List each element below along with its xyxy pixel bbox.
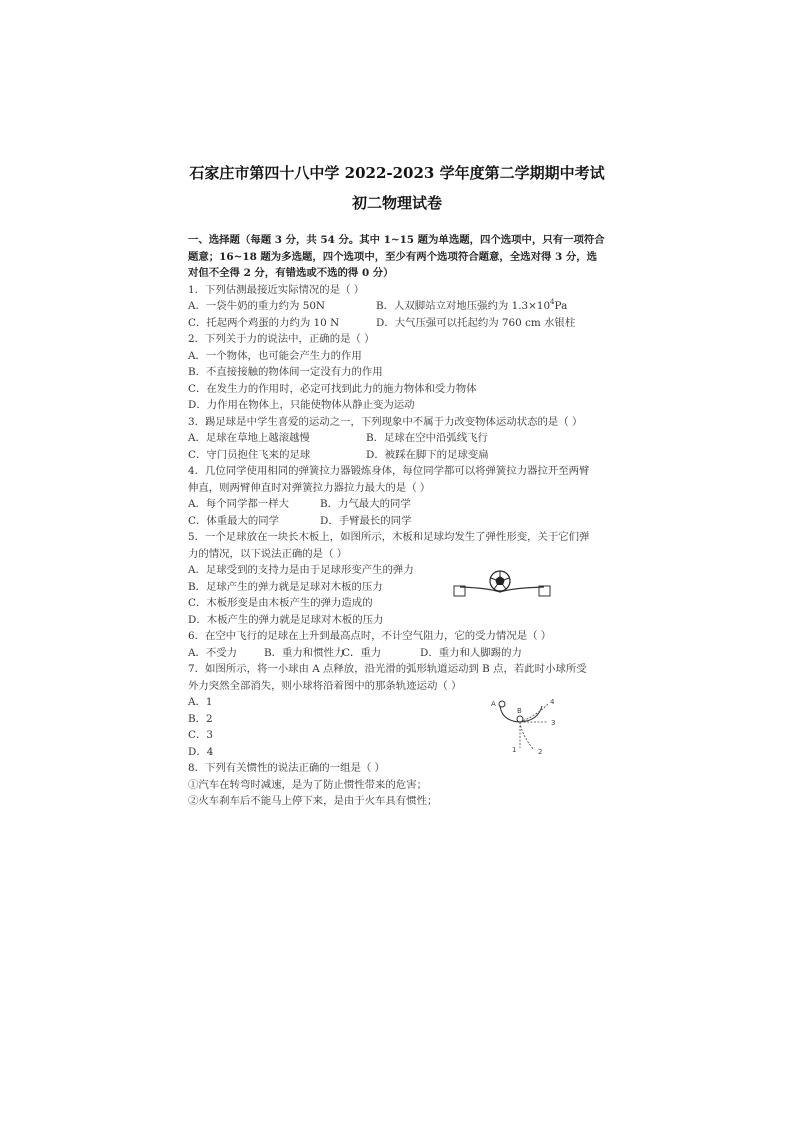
q4-option-b: B．力气最大的同学 [320,498,411,510]
q4-options-row-1 [188,496,618,513]
q3-option-c: C．守门员抱住飞来的足球 [188,448,311,461]
trajectory-2-label: 2 [538,748,543,756]
q6-option-b: B．重力和惯性力 [264,646,345,659]
q1-option-b-unit: Pa [554,300,568,312]
q3-options-row-1 [188,430,618,447]
q8-item-2: ②火车刹车后不能马上停下来，是由于火车具有惯性； [188,795,438,807]
q4-option-d: D．手臂最长的同学 [320,514,412,527]
q6-stem: 6．在空中飞行的足球在上升到最高点时，不计空气阻力，它的受力情况是（ ） [188,630,552,642]
q7-stem-line-1: 7．如图所示，将一小球由 A 点释放，沿光滑的弧形轨道运动到 B 点，若此时小球所受 [188,663,587,675]
point-a-label: A [491,700,496,708]
q2-option-d: D．力作用在物体上，只能使物体从静止变为运动 [188,399,415,411]
q3-option-b: B．足球在空中沿弧线飞行 [366,432,488,444]
q5-option-a: A．足球受到的支持力是由于足球形变产生的弹力 [188,564,414,576]
trajectory-4 [520,704,548,722]
q5-stem-line-2: 力的情况，以下说法正确的是（ ） [188,547,348,560]
q3-option-a: A．足球在草地上越滚越慢 [188,432,310,444]
q7-stem-line-2: 外力突然全部消失，则小球将沿着图中的那条轨迹运动（ ） [188,679,462,692]
q1-option-d: D．大气压强可以托起约为 760 cm 水银柱 [376,316,576,329]
trajectory-1-label: 1 [512,746,517,754]
section-intro-line-3: 对但不全得 2 分，有错选或不选的得 0 分） [188,267,394,279]
q7-option-a: A．1 [188,696,213,708]
section-intro-line-1: 一、选择题（每题 3 分，共 54 分。其中 1~15 题为单选题，四个选项中，只有一项符合 [188,234,605,246]
q1-option-b-exponent: 4 [550,298,555,306]
ball-at-b-icon [517,716,523,722]
q2-option-c: C．在发生力的作用时，必定可找到此力的施力物体和受力物体 [188,382,477,395]
q2-stem: 2．下列关于力的说法中，正确的是（ ） [188,333,375,345]
q1-options-row-2 [188,315,618,332]
q4-option-c: C．体重最大的同学 [188,514,280,527]
q5-option-b: B．足球产生的弹力就是足球对木板的压力 [188,580,383,593]
ball-at-a-icon [499,701,505,707]
q7-option-c: C．3 [188,729,213,741]
point-b-label: B [517,707,522,715]
q8-stem: 8．下列有关惯性的说法正确的一组是（ ） [188,762,385,774]
q1-stem: 1．下列估测最接近实际情况的是（ ） [188,283,365,296]
q1-options-row-1 [188,298,618,315]
q4-stem-line-2: 伸直，则两臂伸直时对弹簧拉力器拉力最大的是（ ） [188,481,431,494]
trajectory-2 [520,722,534,750]
q5-option-c: C．木板形变是由木板产生的弹力造成的 [188,597,373,609]
q6-option-d: D．重力和人脚踢的力 [420,646,522,659]
q5-stem-line-1: 5．一个足球放在一块长木板上，如图所示，木板和足球均发生了弹性形变，关于它们弹 [188,531,590,543]
q1-option-b-text: B．人双脚站立对地压强约为 1.3×10 [376,300,551,312]
q5-option-d: D．木板产生的弹力就是足球对木板的压力 [188,613,384,626]
q1-option-c: C．托起两个鸡蛋的力约为 10 N [188,316,340,329]
q2-option-a: A．一个物体，也可能会产生力的作用 [188,349,362,362]
q7-option-d: D．4 [188,745,214,758]
q3-options-row-2 [188,447,618,464]
trajectory-4-label: 4 [550,698,555,706]
q6-option-c: C．重力 [342,646,382,659]
q1-option-b [376,298,567,315]
q8-item-1: ①汽车在转弯时减速，是为了防止惯性带来的危害； [188,778,427,791]
q5-football-board-figure [448,566,558,602]
q3-option-d: D．被踩在脚下的足球变扁 [366,448,489,461]
q3-stem: 3．踢足球是中学生喜爱的运动之一，下列现象中不属于力改变物体运动状态的是（ ） [188,415,583,428]
trajectory-3-label: 3 [551,719,556,727]
q6-options-row [188,645,618,662]
q7-arc-track-figure [488,696,568,762]
q1-option-a: A．一袋牛奶的重力约为 50N [188,300,326,312]
section-intro-line-2: 题意；16~18 题为多选题，四个选项中，至少有两个选项符合题意，全选对得 3 分，选 [188,250,597,263]
q4-option-a: A．每个同学都一样大 [188,498,290,510]
q6-option-a: A．不受力 [188,646,238,659]
q4-stem-line-1: 4．几位同学使用相同的弹簧拉力器锻炼身体，每位同学都可以将弹簧拉力器拉开至两臂 [188,465,590,477]
q4-options-row-2 [188,513,618,530]
q7-option-b: B．2 [188,712,213,725]
exam-title: 石家庄市第四十八中学 2022-2023 学年度第二学期期中考试 [189,164,605,182]
q2-option-b: B．不直接接触的物体间一定没有力的作用 [188,366,383,378]
exam-subtitle: 初二物理试卷 [351,194,442,212]
